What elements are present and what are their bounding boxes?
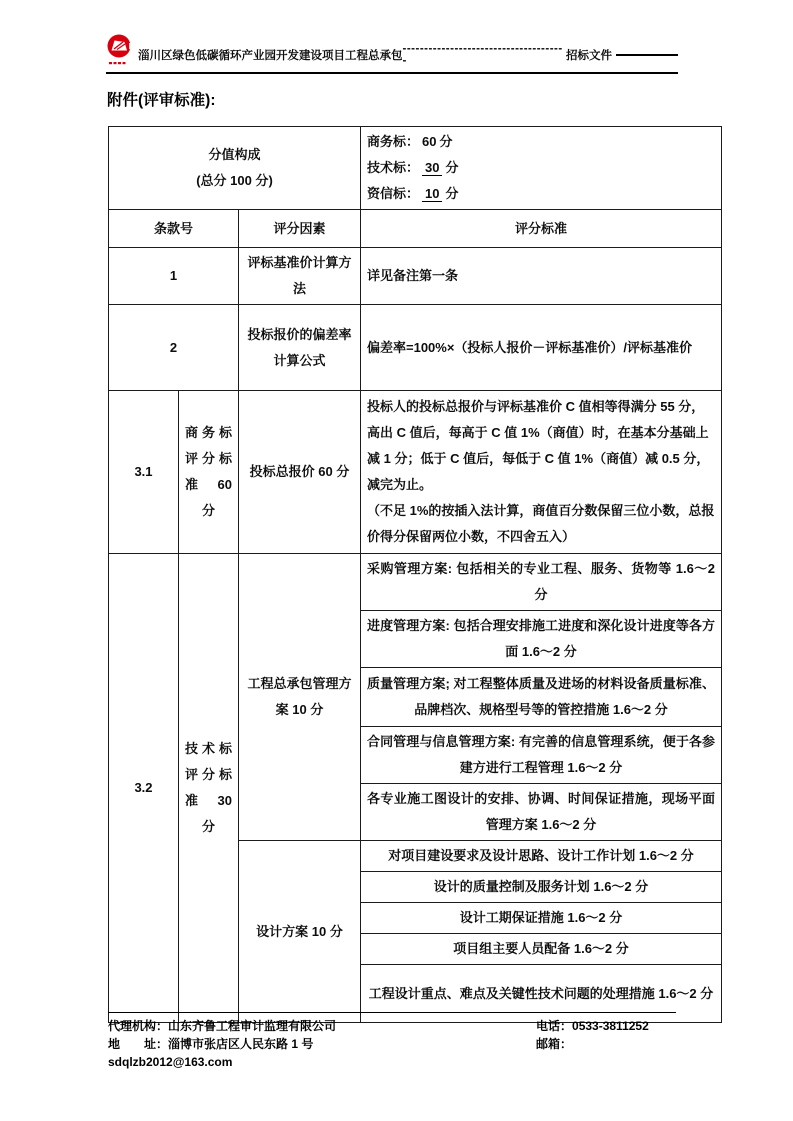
criterion-cell: 对项目建设要求及设计思路、设计工作计划 1.6～2 分: [361, 841, 722, 872]
phone-value: 0533-3811252: [572, 1019, 649, 1033]
agency-name: 山东齐鲁工程审计监理有限公司: [168, 1019, 337, 1033]
agency-label: 代理机构：: [108, 1019, 169, 1033]
score-label: 技术标：: [367, 160, 420, 175]
table-row: [109, 248, 722, 305]
page-header: [106, 38, 678, 74]
score-unit: 分: [439, 134, 453, 149]
composition-cell: [109, 127, 361, 210]
footer-phone: [536, 1017, 649, 1035]
project-title: 淄川区绿色低碳循环产业园开发建设项目工程总承包: [138, 50, 403, 62]
factor-cell: 投标总报价 60 分: [239, 391, 361, 554]
mailbox-label: 邮箱：: [536, 1037, 573, 1051]
score-unit: 分: [445, 186, 459, 201]
standard-cell: 详见备注第一条: [361, 248, 722, 305]
page-footer: [108, 1012, 676, 1071]
evaluation-criteria-table: [108, 126, 722, 1023]
category-cell: 商务标评分标准 60 分: [179, 391, 239, 554]
clause-number: 3.2: [109, 554, 179, 1023]
factor-line: 计算公式: [273, 352, 326, 368]
clause-number: 3.1: [109, 391, 179, 554]
score-line-commercial: [367, 129, 715, 155]
score-value: 30: [422, 160, 442, 176]
category-cell: 技术标评分标准 30 分: [179, 554, 239, 1023]
col-header-standard: 评分标准: [361, 210, 722, 248]
col-header-clause: 条款号: [109, 210, 239, 248]
footer-mailbox: [536, 1035, 649, 1053]
score-value: 10: [422, 186, 442, 202]
standard-paragraph: 投标人的投标总报价与评标基准价 C 值相等得满分 55 分，高出 C 值后，每高于 C 值 1%（商值）时，在基本分基础上减 1 分；低于 C 值后，每低于 C 值 1%（商值）减 0.5 分，减完为止。: [367, 399, 710, 492]
doc-type-label: 招标文件: [566, 50, 612, 62]
footer-contact-column: [536, 1017, 649, 1053]
criterion-cell: 设计的质量控制及服务计划 1.6～2 分: [361, 872, 722, 903]
attachment-heading: 附件(评审标准):: [107, 92, 216, 109]
composition-subtitle: (总分 100 分): [196, 173, 273, 188]
composition-scores-cell: [361, 127, 722, 210]
header-rule-segment: [616, 54, 678, 57]
criterion-cell: 工程设计重点、难点及关键性技术问题的处理措施 1.6～2 分: [361, 965, 722, 1023]
score-value: 60: [422, 134, 437, 149]
standard-cell: 偏差率=100%×（投标人报价－评标基准价）/评标基准价: [361, 305, 722, 391]
phone-label: 电话：: [536, 1019, 573, 1033]
factor-cell: 评标基准价计算方法: [239, 248, 361, 305]
criterion-cell: 各专业施工图设计的安排、协调、时间保证措施，现场平面管理方案 1.6～2 分: [361, 784, 722, 841]
criterion-cell: 设计工期保证措施 1.6～2 分: [361, 903, 722, 934]
col-header-factor: 评分因素: [239, 210, 361, 248]
factor-cell: 设计方案 10 分: [239, 841, 361, 1023]
table-row: [109, 391, 722, 554]
header-dashes: --------------------------------------: [402, 43, 563, 67]
standard-cell: [361, 391, 722, 554]
clause-number: 2: [109, 305, 239, 391]
agency-logo-icon: [106, 33, 134, 74]
score-line-technical: [367, 155, 715, 181]
factor-line: 投标报价的偏差率: [247, 326, 352, 342]
score-label: 商务标：: [367, 134, 420, 149]
standard-paragraph: （不足 1%的按插入法计算，商值百分数保留三位小数，总报价得分保留两位小数，不四舍五入）: [367, 503, 715, 544]
table-row: [109, 127, 722, 210]
table-row: [109, 554, 722, 611]
score-unit: 分: [445, 160, 459, 175]
factor-cell: [239, 305, 361, 391]
criterion-cell: 项目组主要人员配备 1.6～2 分: [361, 934, 722, 965]
factor-cell: 工程总承包管理方案 10 分: [239, 554, 361, 841]
criterion-cell: 质量管理方案; 对工程整体质量及进场的材料设备质量标准、品牌档次、规格型号等的管控措施 1.6～2 分: [361, 668, 722, 727]
criterion-cell: 进度管理方案: 包括合理安排施工进度和深化设计进度等各方面 1.6～2 分: [361, 611, 722, 668]
table-header-row: [109, 210, 722, 248]
address-label: 地 址：: [108, 1037, 169, 1051]
score-line-credit: [367, 181, 715, 207]
composition-title: 分值构成: [208, 147, 261, 162]
clause-number: 1: [109, 248, 239, 305]
score-label: 资信标：: [367, 186, 420, 201]
address-value: 淄博市张店区人民东路 1 号: [168, 1037, 314, 1051]
footer-email: sdqlzb2012@163.com: [108, 1055, 233, 1069]
table-row: [109, 305, 722, 391]
criterion-cell: 合同管理与信息管理方案: 有完善的信息管理系统，便于各参建方进行工程管理 1.6～2 分: [361, 727, 722, 784]
criterion-cell: 采购管理方案: 包括相关的专业工程、服务、货物等 1.6～2 分: [361, 554, 722, 611]
